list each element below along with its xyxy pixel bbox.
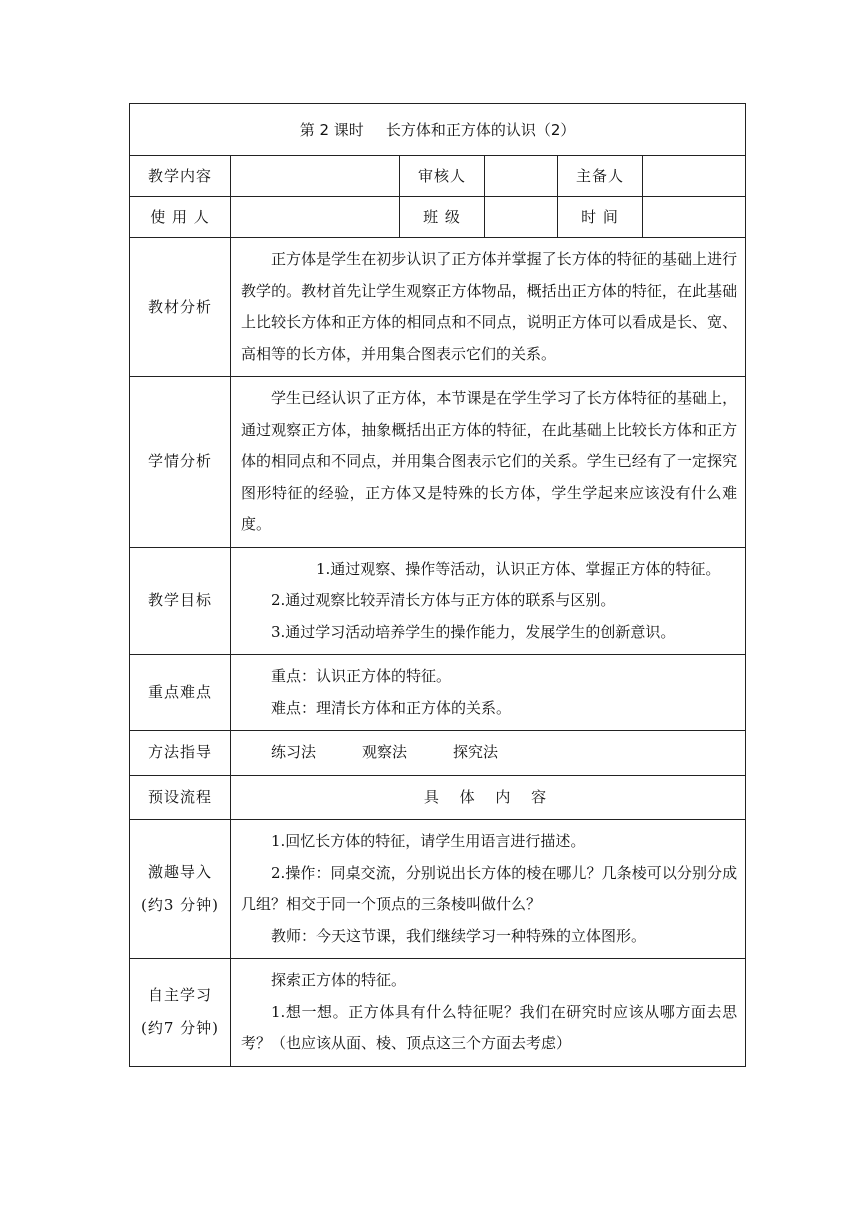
objective-item: 2.通过观察比较弄清长方体与正方体的联系与区别。: [271, 591, 616, 609]
student-analysis-label: 学情分析: [130, 377, 231, 548]
self-study-item: 1.想一想。正方体具有什么特征呢？我们在研究时应该从哪方面去思考？（也应该从面、棱、顶点这三个方面去考虑）: [241, 1002, 738, 1052]
lead-preparer-label: 主备人: [558, 156, 643, 197]
objectives-content: [231, 547, 746, 655]
self-study-content: [231, 959, 746, 1067]
intro-label-cell: [130, 820, 231, 959]
difficulty-text: 难点：理清长方体和正方体的关系。: [271, 698, 512, 717]
self-study-item: 探索正方体的特征。: [271, 971, 407, 989]
method-item: 观察法: [362, 743, 408, 761]
self-study-label: 自主学习: [147, 986, 212, 1005]
lead-preparer-value: [643, 156, 746, 197]
material-analysis-text: 正方体是学生在初步认识了正方体并掌握了长方体的特征的基础上进行教学的。教材首先让学生观察正方体物品，概括出正方体的特征，在此基础上比较长方体和正方体的相同点和不同点，说明正方体可以看成是长、宽、高相等的长方体，并用集合图表示它们的关系。: [241, 250, 738, 363]
class-label: 班 级: [400, 197, 485, 238]
time-label: 时 间: [558, 197, 643, 238]
lesson-number: 第 2 课时: [299, 121, 364, 139]
self-study-label-cell: [130, 959, 231, 1067]
method-item: 练习法: [271, 743, 317, 761]
student-analysis-text: 学生已经认识了正方体，本节课是在学生学习了长方体特征的基础上，通过观察正方体，抽象概括出正方体的特征，在此基础上比较长方体和正方体的相同点和不同点，并用集合图表示它们的关系。学生已经有了一定探究图形特征的经验，正方体又是特殊的长方体，学生学起来应该没有什么难度。: [241, 389, 738, 533]
title-cell: [130, 104, 746, 156]
lesson-title: 长方体和正方体的认识（2）: [385, 121, 576, 139]
intro-item: 2.操作：同桌交流，分别说出长方体的棱在哪儿？几条棱可以分别分成几组？相交于同一个顶点的三条棱叫做什么？: [241, 863, 738, 913]
lesson-plan-table: [129, 103, 746, 1067]
objectives-label: 教学目标: [130, 547, 231, 655]
reviewer-value: [485, 156, 558, 197]
user-value: [231, 197, 400, 238]
key-point-text: 重点：认识正方体的特征。: [271, 667, 452, 685]
objective-item: 1.通过观察、操作等活动，认识正方体、掌握正方体的特征。: [316, 559, 721, 578]
teaching-content-value: [231, 156, 400, 197]
material-analysis-label: 教材分析: [130, 238, 231, 377]
intro-duration: (约3 分钟): [140, 896, 220, 914]
key-points-content: [231, 655, 746, 731]
user-label: 使 用 人: [130, 197, 231, 238]
process-content-header: 具 体 内 容: [231, 775, 746, 820]
method-item: 探究法: [453, 743, 499, 761]
teaching-content-label: 教学内容: [130, 156, 231, 197]
intro-label: 激趣导入: [147, 863, 212, 881]
intro-item: 1.回忆长方体的特征，请学生用语言进行描述。: [271, 832, 586, 850]
lesson-plan-sheet: [129, 103, 745, 1067]
reviewer-label: 审核人: [400, 156, 485, 197]
key-points-label: 重点难点: [130, 655, 231, 731]
methods-content: [231, 731, 746, 776]
time-value: [643, 197, 746, 238]
intro-content: [231, 820, 746, 959]
material-analysis-content: [231, 238, 746, 377]
student-analysis-content: [231, 377, 746, 548]
objective-item: 3.通过学习活动培养学生的操作能力，发展学生的创新意识。: [271, 622, 676, 641]
methods-label: 方法指导: [130, 731, 231, 776]
process-label: 预设流程: [130, 775, 231, 820]
intro-item: 教师：今天这节课，我们继续学习一种特殊的立体图形。: [271, 926, 647, 945]
self-study-duration: (约7 分钟): [140, 1019, 220, 1038]
class-value: [485, 197, 558, 238]
